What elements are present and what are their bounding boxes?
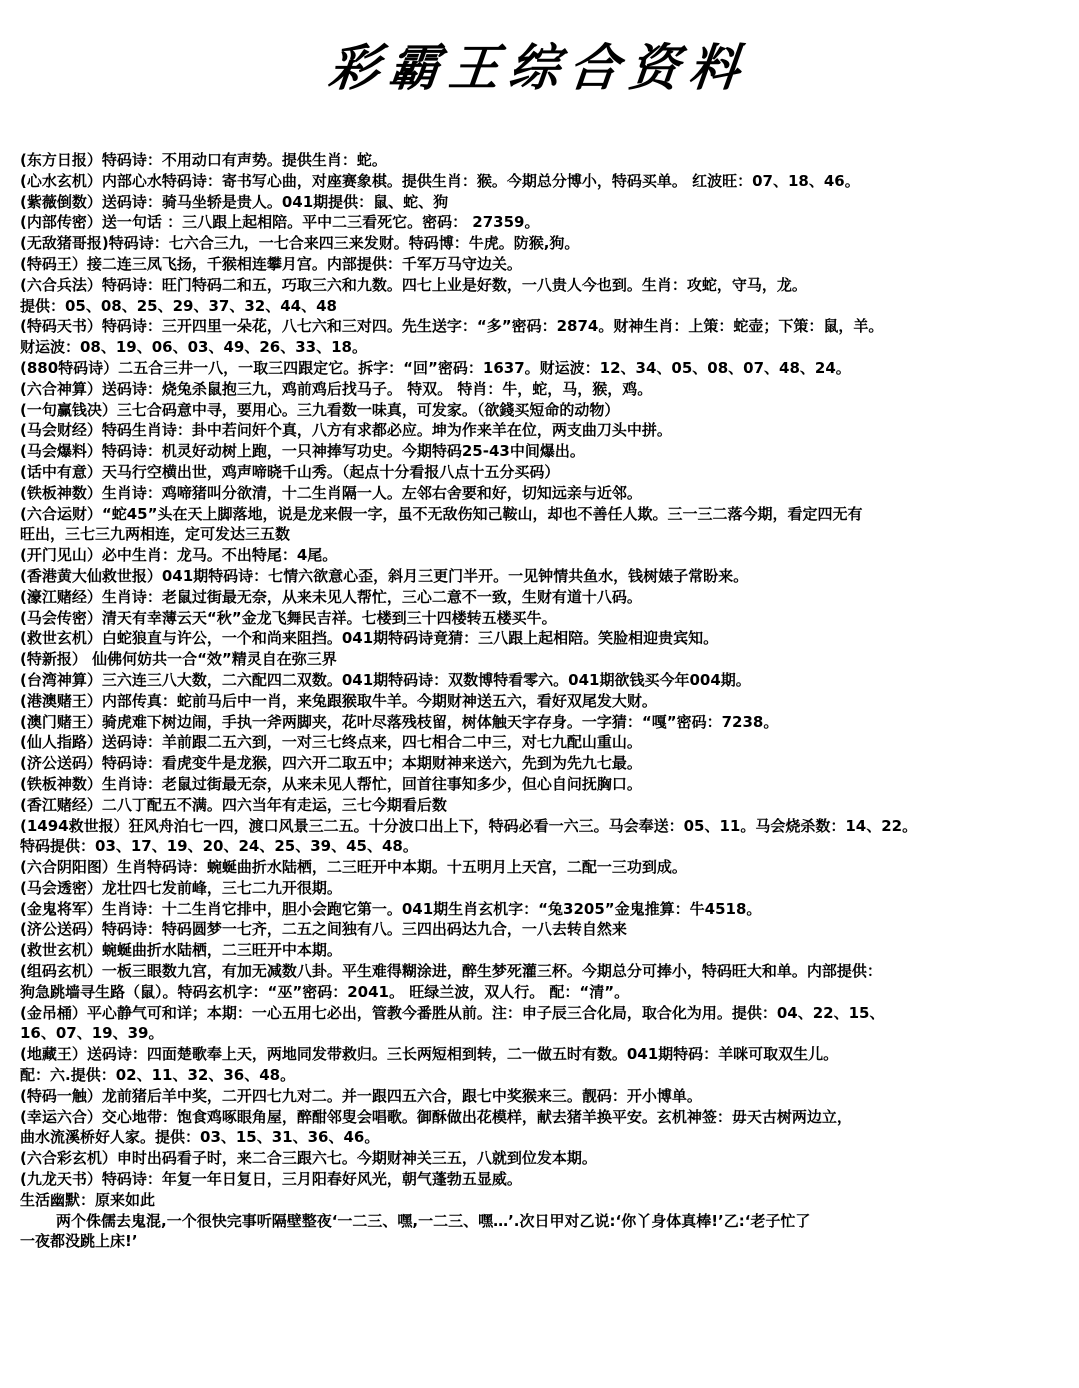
text-line: (880特码诗）二五合三井一八，一取三四跟定它。拆字：“回”密码：1637。财运波：12、34、05、08、07、48、24。 — [20, 358, 851, 377]
text-line: 狗急跳墙寻生路（鼠）。特码玄机字：“巫”密码：2041。 旺绿兰波，双人行。 配：“清”。 — [20, 982, 630, 1001]
text-line: (济公送码）特码诗：看虎变牛是龙猴，四六开二取五中；本期财神来送六，先到为先九七最。 — [20, 754, 642, 773]
text-line: (马会传密）清天有幸薄云天“秋”金龙飞舞民吉祥。七楼到三十四楼转五楼买牛。 — [20, 608, 557, 627]
text-line: (马会透密）龙壮四七发前峰，三七二九开很期。 — [20, 878, 342, 897]
text-line: (六合阴阳图）生肖特码诗：蜿蜒曲折水陆栖，二三旺开中本期。十五明月上天宫，二配一三功到成。 — [20, 858, 687, 877]
text-line: (金吊桶）平心静气可和详；本期：一心五用七必出，管教今番胜从前。注：申子辰三合化局，取合化为用。提供：04、22、15、 — [20, 1003, 885, 1022]
text-line: (金鬼将军）生肖诗：十二生肖它排中，胆小会跑它第一。041期生肖玄机字：“兔3205”金鬼推算：牛4518。 — [20, 899, 762, 918]
text-line: (组码玄机）一板三眼数九宫，有加无减数八卦。平生难得糊涂进，醉生梦死灌三杯。今期总分可捧小，特码旺大和单。内部提供： — [20, 962, 882, 981]
text-line: (紫薇倒数）送码诗：骑马坐轿是贵人。041期提供：鼠、蛇、狗 — [20, 192, 449, 211]
text-line: 曲水流溪桥好人家。提供：03、15、31、36、46。 — [20, 1128, 380, 1147]
text-line: (特码天书）特码诗：三开四里一朵花，八七六和三对四。先生送字：“多”密码：2874。财神生肖：上策：蛇壶；下策：鼠，羊。 — [20, 317, 884, 336]
text-line: (六合神算）送码诗：烧兔杀鼠抱三九，鸡前鸡后找马子。 特双。 特肖：牛，蛇，马，猴，鸡。 — [20, 379, 653, 398]
text-line: (1494救世报）狂风舟泊七一四，渡口风景三二五。十分波口出上下，特码必看一六三。马会奉送：05、11。马会烧杀数：14、22。 — [20, 816, 918, 835]
text-line: (仙人指路）送码诗：羊前跟二五六到，一对三七终点来，四七相合二中三，对七九配山重山。 — [20, 733, 642, 752]
text-line: (台湾神算）三六连三八大数，二六配四二双数。041期特码诗：双数博特看零六。041期欲钱买今年004期。 — [20, 670, 751, 689]
text-line: (东方日报）特码诗：不用动口有声势。提供生肖：蛇。 — [20, 151, 387, 169]
text-line: (救世玄机）白蛇狼直与许公，一个和尚来阻挡。041期特码诗竟猜：三八跟上起相陪。笑脸相迎贵宾知。 — [20, 629, 719, 648]
text-line: (铁板神数）生肖诗：鸡啼猪叫分欲清，十二生肖隔一人。左邻右舍要和好，切知远亲与近邻。 — [20, 483, 642, 502]
text-line: 两个侏儒去鬼混,一个很快完事听隔壁整夜‘一二三、嘿,一二三、嘿…’.次日甲对乙说:‘你丫身体真棒!’乙:‘老子忙了 — [56, 1211, 811, 1230]
text-line: 财运波：08、19、06、03、49、26、33、18。 — [20, 338, 367, 357]
text-line: 一夜都没跳上床!’ — [20, 1232, 138, 1251]
content-body — [20, 150, 1065, 1252]
text-line: 提供：05、08、25、29、37、32、44、48 — [20, 296, 337, 315]
text-line: 旺出，三七三九两相连，定可发达三五数 — [20, 525, 291, 544]
page-title: 彩霸王综合资料 — [326, 38, 753, 97]
text-line: (一句赢钱决）三七合码意中寻，要用心。三九看数一味真，可发家。（欲錢买短命的动物） — [20, 400, 620, 419]
text-line: (香江赌经）二八丁配五不满。四六当年有走运，三七今期看后数 — [20, 795, 447, 814]
text-line: (幸运六合）交心地带：饱食鸡啄眼角屋，醉酣邻叟会唱歌。御酥做出花模样，献去猪羊换平安。玄机神签：毋天古树两边立， — [20, 1107, 852, 1126]
text-line: (地藏王）送码诗：四面楚歌奉上天，两地同发带救归。三长两短相到转，二一做五时有数。041期特码：羊咪可取双生儿。 — [20, 1045, 839, 1064]
text-line: (救世玄机）蜿蜒曲折水陆栖，二三旺开中本期。 — [20, 941, 342, 960]
text-line: (香港黄大仙救世报）041期特码诗：七情六欲意心歪，斜月三更门半开。一见钟情共鱼水，钱树婊子常盼来。 — [20, 566, 749, 585]
text-line: 配：六.提供：02、11、32、36、48。 — [20, 1066, 296, 1085]
text-line: (马会财经）特码生肖诗：卦中若问奸个真，八方有求都必应。坤为作来羊在位，两支曲刀头中拼。 — [20, 421, 672, 440]
text-line: (六合兵法）特码诗：旺门特码二和五，巧取三六和九数。四七上业是好数，一八贵人今也到。生肖：攻蛇，守马，龙。 — [20, 275, 807, 294]
text-line: (铁板神数）生肖诗：老鼠过街最无奈，从来未见人帮忙，回首往事知多少，但心自问抚胸口。 — [20, 774, 642, 793]
text-line: (濠江赌经）生肖诗：老鼠过街最无奈，从来未见人帮忙，三心二意不一致，生财有道十八码。 — [20, 587, 642, 606]
text-line: (开门见山）必中生肖：龙马。不出特尾：4尾。 — [20, 546, 338, 565]
text-line: (澳门赌王）骑虎难下树边闹，手执一斧两脚夹，花叶尽落残枝留，树体触天字存身。一字猜：“嘎”密码：7238。 — [20, 712, 779, 731]
text-line: (六合运财）“蛇45”头在天上脚落地，说是龙来假一字，虽不无敌伤知己鞍山，却也不善任人欺。三一三二落今期，看定四无有 — [20, 504, 863, 523]
text-line: (港澳赌王）内部传真：蛇前马后中一肖，来兔跟猴取牛羊。今期财神送五六，看好双尾发大财。 — [20, 691, 657, 710]
text-line: (无敌猪哥报)特码诗：七六合三九，一七合来四三来发财。特码博：牛虎。防猴,狗。 — [20, 234, 580, 253]
text-line: (内部传密）送一句话 ：三八跟上起相陪。平中二三看死它。密码： 27359。 — [20, 213, 540, 232]
text-line: 16、07、19、39。 — [20, 1024, 164, 1043]
text-line: (特码王）接二连三凤飞扬，千猴相连攀月宫。内部提供：千军万马守边关。 — [20, 254, 522, 273]
text-line: (心水玄机）内部心水特码诗：寄书写心曲，对座赛象棋。提供生肖：猴。今期总分博小，特码买单。 红波旺：07、18、46。 — [20, 171, 860, 190]
text-line: (特码一触）龙前猪后羊中奖，二开四七九对二。并一跟四五六合，跟七中奖猴来三。靓码：开小博单。 — [20, 1086, 702, 1105]
text-line: 生活幽默：原来如此 — [20, 1190, 156, 1209]
text-line: (九龙天书）特码诗：年复一年日复日，三月阳春好风光，朝气蓬勃五显威。 — [20, 1170, 522, 1189]
text-line: (六合彩玄机）申时出码看子时，来二合三跟六七。今期财神关三五，八就到位发本期。 — [20, 1149, 597, 1168]
text-line: 特码提供：03、17、19、20、24、25、39、45、48。 — [20, 837, 418, 856]
text-line: (马会爆料）特码诗：机灵好动树上跑，一只神捧写功史。今期特码25-43中间爆出。 — [20, 442, 585, 461]
text-line: (话中有意）天马行空横出世，鸡声啼晓千山秀。（起点十分看报八点十五分买码） — [20, 462, 560, 481]
text-line: (特新报） 仙佛何妨共一合“效”精灵自在弥三界 — [20, 650, 337, 669]
text-line: (济公送码）特码诗：特码圆梦一七齐，二五之间独有八。三四出码达九合，一八去转自然来 — [20, 920, 627, 939]
